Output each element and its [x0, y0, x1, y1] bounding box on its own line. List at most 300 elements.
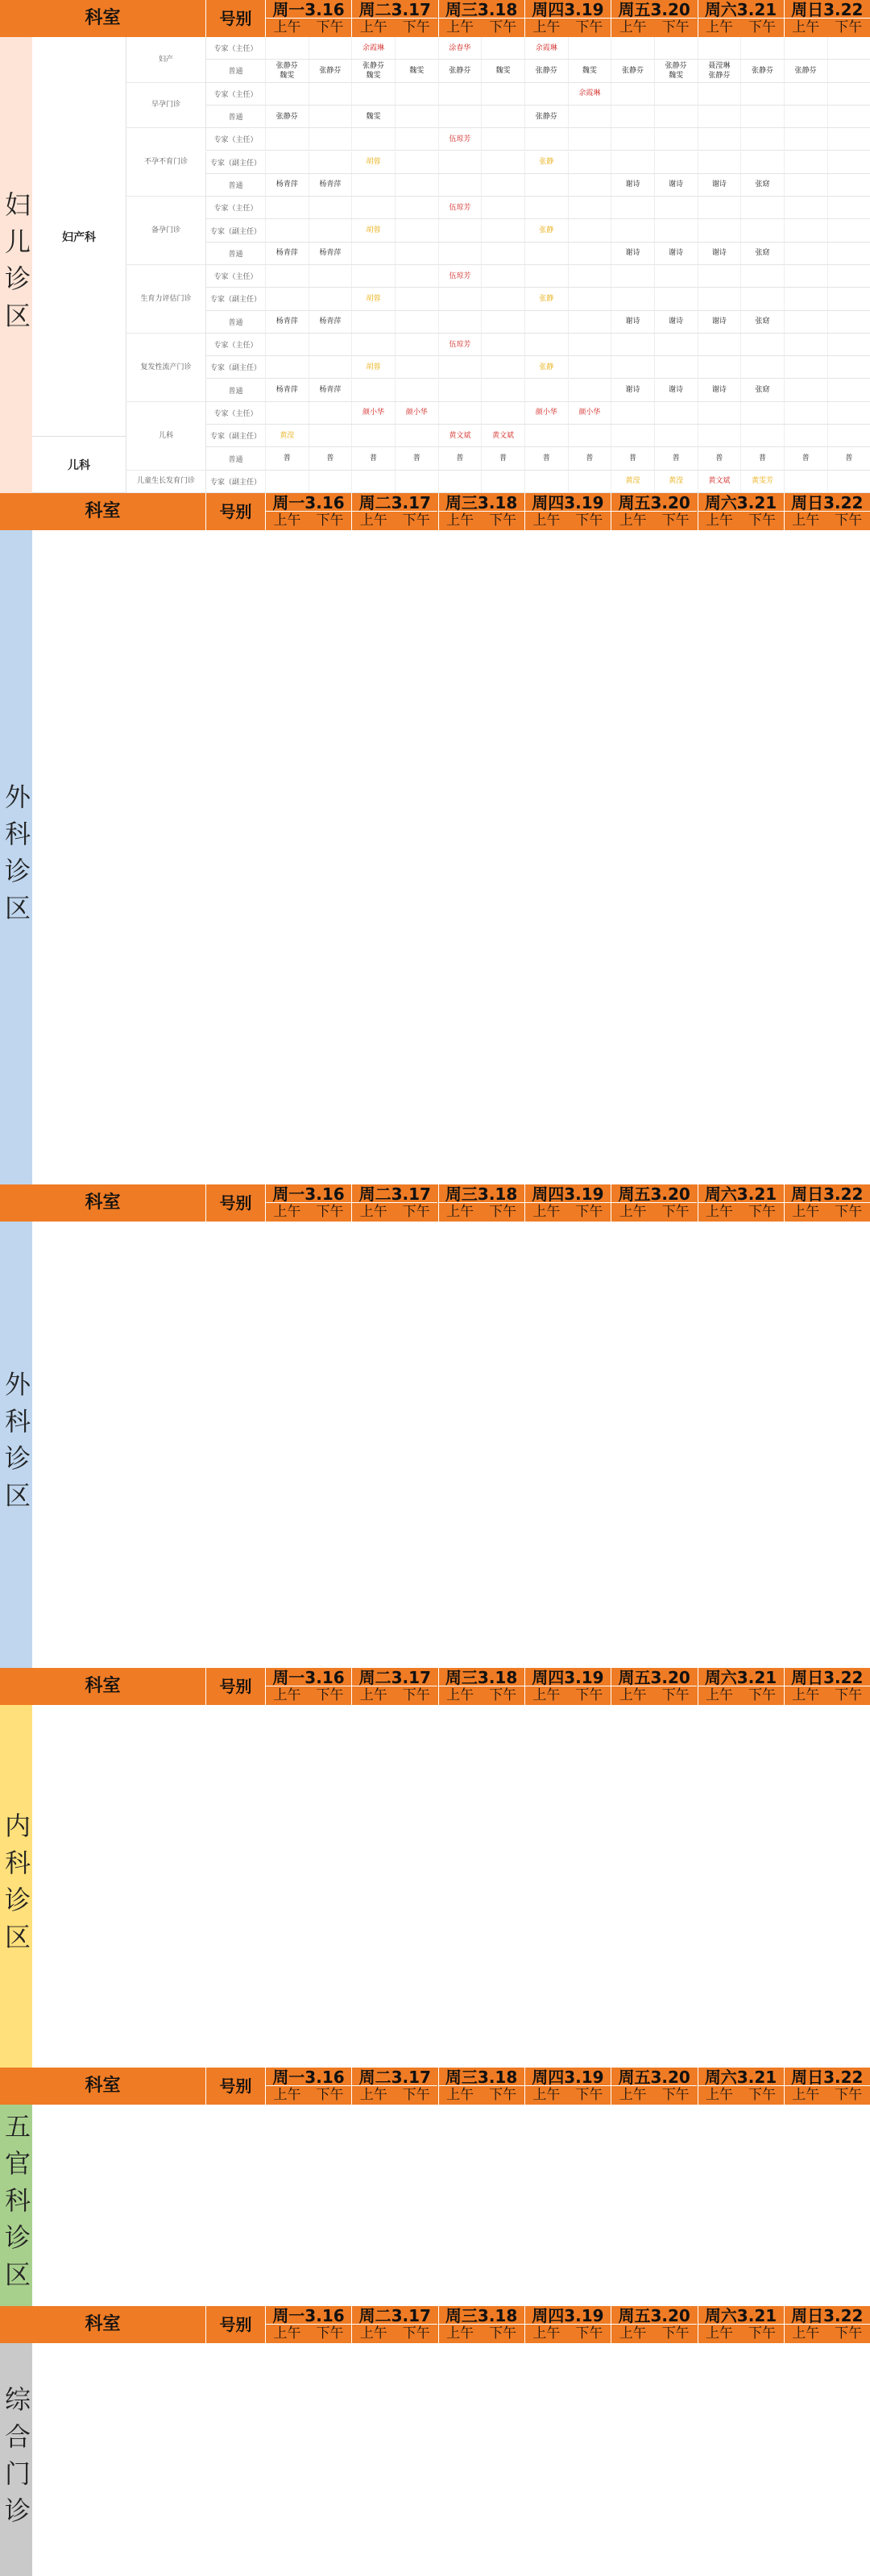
day-column-header: [784, 1668, 870, 1705]
am-label: 上午: [446, 19, 474, 35]
doctor-cell: [438, 402, 482, 424]
doctor-cell: [309, 471, 352, 492]
doctor-cell: [654, 37, 698, 59]
day-column-header: [698, 1668, 784, 1705]
pm-label: 下午: [316, 1204, 344, 1220]
am-label: 上午: [532, 1687, 561, 1703]
dept-obgyn: 妇产科: [32, 37, 126, 437]
doctor-cell: 谢诗: [611, 311, 654, 333]
table-row: [205, 402, 870, 425]
doctor-cell: [654, 265, 698, 287]
clinic-label: 不孕不育门诊: [126, 128, 205, 197]
pm-label: 下午: [489, 2325, 517, 2342]
day-column-header: [698, 2306, 784, 2343]
pm-label: 下午: [661, 2087, 690, 2103]
section-surgery-1: [0, 493, 870, 1184]
doctor-cell: 普: [740, 447, 784, 469]
am-label: 上午: [706, 512, 733, 529]
doctor-cell: [481, 197, 524, 218]
day-label: 周三3.18: [439, 2306, 524, 2325]
doctor-cell: 谢诗: [611, 380, 654, 401]
zone-label: 五官科诊区: [0, 2105, 32, 2306]
doctor-cell: [784, 288, 827, 309]
doctor-cell: [698, 402, 741, 424]
day-label: 周四3.19: [525, 1184, 611, 1203]
level-cell: 专家（副主任）: [205, 356, 265, 378]
doctor-cell: [827, 471, 870, 492]
doctor-cell: 颜小华: [524, 402, 568, 424]
doctor-cell: [568, 265, 611, 287]
pm-label: 下午: [489, 2087, 517, 2103]
doctor-cell: [524, 197, 568, 218]
doctor-cell: [827, 83, 870, 105]
doctor-cell: [654, 128, 698, 150]
am-label: 上午: [619, 1204, 647, 1220]
doctor-cell: [351, 311, 395, 333]
am-label: 上午: [706, 19, 733, 35]
am-label: 上午: [359, 2325, 387, 2342]
doctor-cell: 普: [265, 447, 309, 469]
pm-label: 下午: [489, 1687, 517, 1703]
day-label: 周二3.17: [352, 1184, 437, 1203]
doctor-cell: 胡蓉: [351, 288, 395, 309]
doctor-cell: [481, 356, 524, 378]
doctor-cell: [611, 151, 654, 173]
doctor-cell: [740, 37, 784, 59]
level-cell: 专家（主任）: [205, 334, 265, 355]
doctor-cell: [351, 174, 395, 196]
doctor-cell: [698, 37, 741, 59]
day-column-header: [438, 0, 524, 37]
day-label: 周五3.20: [611, 0, 697, 19]
doctor-cell: [524, 128, 568, 150]
day-column-header: [265, 0, 351, 37]
pm-label: 下午: [748, 2087, 776, 2103]
doctor-cell: 谢诗: [698, 174, 741, 196]
doctor-cell: [698, 219, 741, 241]
level-cell: 专家（副主任）: [205, 288, 265, 309]
doctor-cell: [438, 106, 482, 127]
pm-label: 下午: [489, 512, 517, 529]
pm-label: 下午: [402, 1204, 430, 1220]
doctor-cell: [351, 471, 395, 492]
day-label: 周二3.17: [352, 2068, 437, 2086]
doctor-cell: 杨青萍: [309, 174, 352, 196]
doctor-cell: 黄文斌: [698, 471, 741, 492]
doctor-cell: [827, 311, 870, 333]
level-cell: 普通: [205, 106, 265, 127]
doctor-cell: 张静: [524, 151, 568, 173]
level-cell: 专家（主任）: [205, 265, 265, 287]
day-column-header: [265, 1184, 351, 1222]
doctor-cell: [481, 83, 524, 105]
doctor-cell: 谢诗: [654, 311, 698, 333]
doctor-cell: [395, 243, 438, 264]
pm-label: 下午: [316, 1687, 344, 1703]
day-column-header: [351, 1184, 437, 1222]
zone-label: 外科诊区: [0, 1222, 32, 1668]
day-label: 周四3.19: [525, 493, 611, 512]
doctor-cell: [740, 83, 784, 105]
doctor-cell: 谢诗: [698, 380, 741, 401]
doctor-cell: [784, 265, 827, 287]
pm-label: 下午: [316, 2087, 344, 2103]
day-column-header: [438, 2068, 524, 2105]
doctor-cell: [654, 288, 698, 309]
am-label: 上午: [532, 512, 561, 529]
day-column-header: [698, 2068, 784, 2105]
day-column-header: [524, 493, 611, 530]
day-label: 周三3.18: [439, 0, 524, 19]
doctor-cell: [395, 106, 438, 127]
zone-label: 外科诊区: [0, 530, 32, 1184]
level-cell: 专家（副主任）: [205, 151, 265, 173]
clinic-label: 早孕门诊: [126, 83, 205, 129]
doctor-cell: [395, 471, 438, 492]
doctor-cell: [740, 128, 784, 150]
doctor-cell: 伍琼芳: [438, 334, 482, 355]
doctor-cell: [568, 380, 611, 401]
header-level: 号别: [205, 2306, 265, 2343]
doctor-cell: [784, 425, 827, 446]
doctor-cell: [524, 380, 568, 401]
am-label: 上午: [446, 512, 474, 529]
header-dept: 科室: [85, 2314, 121, 2334]
day-column-header: [784, 2306, 870, 2343]
am-label: 上午: [706, 2087, 733, 2103]
doctor-cell: [827, 60, 870, 81]
day-column-header: [784, 0, 870, 37]
day-column-header: [524, 0, 611, 37]
pm-label: 下午: [402, 512, 430, 529]
doctor-cell: [568, 243, 611, 264]
doctor-cell: [395, 265, 438, 287]
doctor-cell: 谢诗: [611, 174, 654, 196]
doctor-cell: [438, 311, 482, 333]
doctor-cell: [351, 425, 395, 446]
pm-label: 下午: [575, 2325, 603, 2342]
day-label: 周四3.19: [525, 0, 611, 19]
doctor-cell: [265, 288, 309, 309]
am-label: 上午: [532, 1204, 561, 1220]
day-column-header: [611, 0, 697, 37]
doctor-cell: [481, 265, 524, 287]
doctor-cell: [698, 356, 741, 378]
table-row: [205, 265, 870, 288]
doctor-cell: 余霞琳: [524, 37, 568, 59]
doctor-cell: [740, 197, 784, 218]
doctor-cell: 普: [654, 447, 698, 469]
day-label: 周日3.22: [785, 1184, 870, 1203]
doctor-cell: [438, 380, 482, 401]
doctor-cell: [481, 380, 524, 401]
header-level: 号别: [205, 2068, 265, 2105]
level-cell: 普通: [205, 60, 265, 81]
day-label: 周五3.20: [611, 493, 697, 512]
doctor-cell: [568, 128, 611, 150]
pm-label: 下午: [489, 19, 517, 35]
doctor-cell: [309, 151, 352, 173]
doctor-cell: [654, 83, 698, 105]
doctor-cell: [395, 356, 438, 378]
doctor-cell: [524, 425, 568, 446]
doctor-cell: [611, 128, 654, 150]
doctor-cell: 谢诗: [698, 243, 741, 264]
day-column-header: [611, 493, 697, 530]
level-cell: 普通: [205, 174, 265, 196]
doctor-cell: 谢诗: [611, 243, 654, 264]
doctor-cell: [784, 128, 827, 150]
clinic-label: 儿科: [126, 402, 205, 471]
doctor-cell: [395, 288, 438, 309]
doctor-cell: [395, 83, 438, 105]
doctor-cell: [309, 402, 352, 424]
table-row: [205, 334, 870, 356]
doctor-cell: [698, 83, 741, 105]
table-row: [205, 151, 870, 174]
am-label: 上午: [792, 1204, 820, 1220]
am-label: 上午: [619, 512, 647, 529]
day-column-header: [351, 2306, 437, 2343]
doctor-cell: [568, 334, 611, 355]
doctor-cell: [309, 356, 352, 378]
doctor-cell: [827, 380, 870, 401]
day-column-header: [611, 1184, 697, 1222]
doctor-cell: 张静: [524, 219, 568, 241]
doctor-cell: [827, 425, 870, 446]
doctor-cell: 黄滢: [265, 425, 309, 446]
doctor-cell: 杨青萍: [309, 243, 352, 264]
day-label: 周日3.22: [785, 493, 870, 512]
doctor-cell: [784, 219, 827, 241]
table-row: [205, 311, 870, 334]
day-label: 周一3.16: [266, 0, 351, 19]
doctor-cell: 伍琼芳: [438, 265, 482, 287]
doctor-cell: [611, 334, 654, 355]
day-column-header: [784, 493, 870, 530]
doctor-cell: [309, 83, 352, 105]
day-label: 周一3.16: [266, 1668, 351, 1686]
doctor-cell: [784, 380, 827, 401]
clinic-label: 生育力评估门诊: [126, 265, 205, 334]
day-column-header: [265, 2306, 351, 2343]
doctor-cell: [568, 151, 611, 173]
doctor-cell: [395, 334, 438, 355]
am-label: 上午: [792, 2087, 820, 2103]
doctor-cell: 张静: [524, 356, 568, 378]
doctor-cell: [265, 128, 309, 150]
doctor-cell: 普: [784, 447, 827, 469]
am-label: 上午: [619, 2325, 647, 2342]
doctor-cell: [827, 265, 870, 287]
doctor-cell: 聂滢琳 张静芬: [698, 60, 741, 81]
doctor-cell: [265, 37, 309, 59]
section-women-children: [0, 0, 870, 493]
doctor-cell: [524, 265, 568, 287]
doctor-cell: 伍琼芳: [438, 128, 482, 150]
doctor-cell: 普: [351, 447, 395, 469]
clinic-label: 妇产: [126, 37, 205, 83]
day-column-header: [438, 493, 524, 530]
am-label: 上午: [706, 1204, 733, 1220]
level-cell: 专家（主任）: [205, 128, 265, 150]
doctor-cell: [395, 128, 438, 150]
day-label: 周二3.17: [352, 493, 437, 512]
table-row: [205, 128, 870, 151]
day-column-header: [611, 1668, 697, 1705]
table-row: [205, 243, 870, 265]
level-cell: 专家（主任）: [205, 37, 265, 59]
day-label: 周四3.19: [525, 2306, 611, 2325]
table-row: [205, 380, 870, 402]
doctor-cell: [481, 37, 524, 59]
doctor-cell: [740, 402, 784, 424]
doctor-cell: [265, 151, 309, 173]
pm-label: 下午: [575, 19, 603, 35]
am-label: 上午: [792, 2325, 820, 2342]
am-label: 上午: [359, 1687, 387, 1703]
level-cell: 普通: [205, 380, 265, 401]
day-column-header: [351, 0, 437, 37]
pm-label: 下午: [661, 2325, 690, 2342]
doctor-cell: [698, 288, 741, 309]
am-label: 上午: [359, 2087, 387, 2103]
doctor-cell: [568, 356, 611, 378]
doctor-cell: [698, 334, 741, 355]
doctor-cell: [784, 37, 827, 59]
doctor-cell: [395, 311, 438, 333]
header-dept: 科室: [85, 8, 121, 28]
doctor-cell: [827, 37, 870, 59]
doctor-cell: 普: [524, 447, 568, 469]
doctor-cell: [481, 471, 524, 492]
doctor-cell: [568, 471, 611, 492]
day-label: 周五3.20: [611, 1184, 697, 1203]
doctor-cell: [265, 219, 309, 241]
day-column-header: [698, 1184, 784, 1222]
doctor-cell: [438, 243, 482, 264]
day-label: 周四3.19: [525, 1668, 611, 1686]
am-label: 上午: [446, 2087, 474, 2103]
doctor-cell: [611, 197, 654, 218]
doctor-cell: [481, 128, 524, 150]
doctor-cell: [611, 356, 654, 378]
doctor-cell: [395, 380, 438, 401]
doctor-cell: [698, 197, 741, 218]
doctor-cell: [265, 471, 309, 492]
doctor-cell: [827, 356, 870, 378]
am-label: 上午: [619, 2087, 647, 2103]
doctor-cell: [827, 174, 870, 196]
day-column-header: [698, 493, 784, 530]
doctor-cell: [265, 265, 309, 287]
pm-label: 下午: [661, 1687, 690, 1703]
day-label: 周六3.21: [698, 493, 784, 512]
doctor-cell: 谢诗: [654, 380, 698, 401]
doctor-cell: [481, 151, 524, 173]
doctor-cell: 魏雯: [568, 60, 611, 81]
am-label: 上午: [359, 19, 387, 35]
doctor-cell: [395, 174, 438, 196]
doctor-cell: 普: [611, 447, 654, 469]
table-row: [205, 37, 870, 60]
doctor-cell: 谢诗: [654, 174, 698, 196]
day-label: 周六3.21: [698, 0, 784, 19]
zone-label: 综合门诊: [0, 2343, 32, 2576]
doctor-cell: [827, 334, 870, 355]
day-column-header: [265, 2068, 351, 2105]
doctor-cell: [827, 243, 870, 264]
pm-label: 下午: [316, 19, 344, 35]
doctor-cell: 普: [438, 447, 482, 469]
doctor-cell: [784, 83, 827, 105]
doctor-cell: [481, 402, 524, 424]
day-label: 周二3.17: [352, 0, 437, 19]
header-dept: 科室: [85, 2076, 121, 2096]
day-column-header: [265, 493, 351, 530]
doctor-cell: [438, 356, 482, 378]
header-dept: 科室: [85, 1676, 121, 1696]
doctor-cell: [481, 311, 524, 333]
day-column-header: [438, 1184, 524, 1222]
doctor-cell: 颜小华: [568, 402, 611, 424]
pm-label: 下午: [835, 1687, 863, 1703]
doctor-cell: 杨青萍: [309, 380, 352, 401]
level-cell: 专家（主任）: [205, 83, 265, 105]
day-label: 周五3.20: [611, 2068, 697, 2086]
doctor-cell: [309, 197, 352, 218]
doctor-cell: 张静: [524, 288, 568, 309]
am-label: 上午: [446, 1204, 474, 1220]
doctor-cell: [654, 106, 698, 127]
day-label: 周三3.18: [439, 1668, 524, 1686]
doctor-cell: [611, 83, 654, 105]
doctor-cell: [611, 425, 654, 446]
am-label: 上午: [359, 512, 387, 529]
doctor-cell: [784, 402, 827, 424]
pm-label: 下午: [835, 1204, 863, 1220]
doctor-cell: 张静芬: [438, 60, 482, 81]
am-label: 上午: [273, 512, 301, 529]
level-cell: 普通: [205, 311, 265, 333]
pm-label: 下午: [661, 1204, 690, 1220]
header-level: 号别: [205, 1668, 265, 1705]
doctor-cell: [827, 151, 870, 173]
table-row: [205, 83, 870, 106]
doctor-cell: [395, 151, 438, 173]
table-row: [205, 356, 870, 379]
doctor-cell: 杨青萍: [265, 174, 309, 196]
doctor-cell: [698, 106, 741, 127]
day-column-header: [698, 0, 784, 37]
doctor-cell: [309, 288, 352, 309]
doctor-cell: 杨青萍: [265, 380, 309, 401]
pm-label: 下午: [835, 2325, 863, 2342]
clinic-label: 复发性流产门诊: [126, 334, 205, 402]
pm-label: 下午: [402, 2087, 430, 2103]
day-label: 周日3.22: [785, 1668, 870, 1686]
doctor-cell: [481, 334, 524, 355]
doctor-cell: [740, 265, 784, 287]
table-header: [0, 2306, 870, 2343]
doctor-cell: 张窈: [740, 311, 784, 333]
doctor-cell: 黄文斌: [481, 425, 524, 446]
doctor-cell: [740, 106, 784, 127]
doctor-cell: [351, 83, 395, 105]
doctor-cell: [654, 197, 698, 218]
doctor-cell: [698, 265, 741, 287]
table-row: [205, 288, 870, 310]
